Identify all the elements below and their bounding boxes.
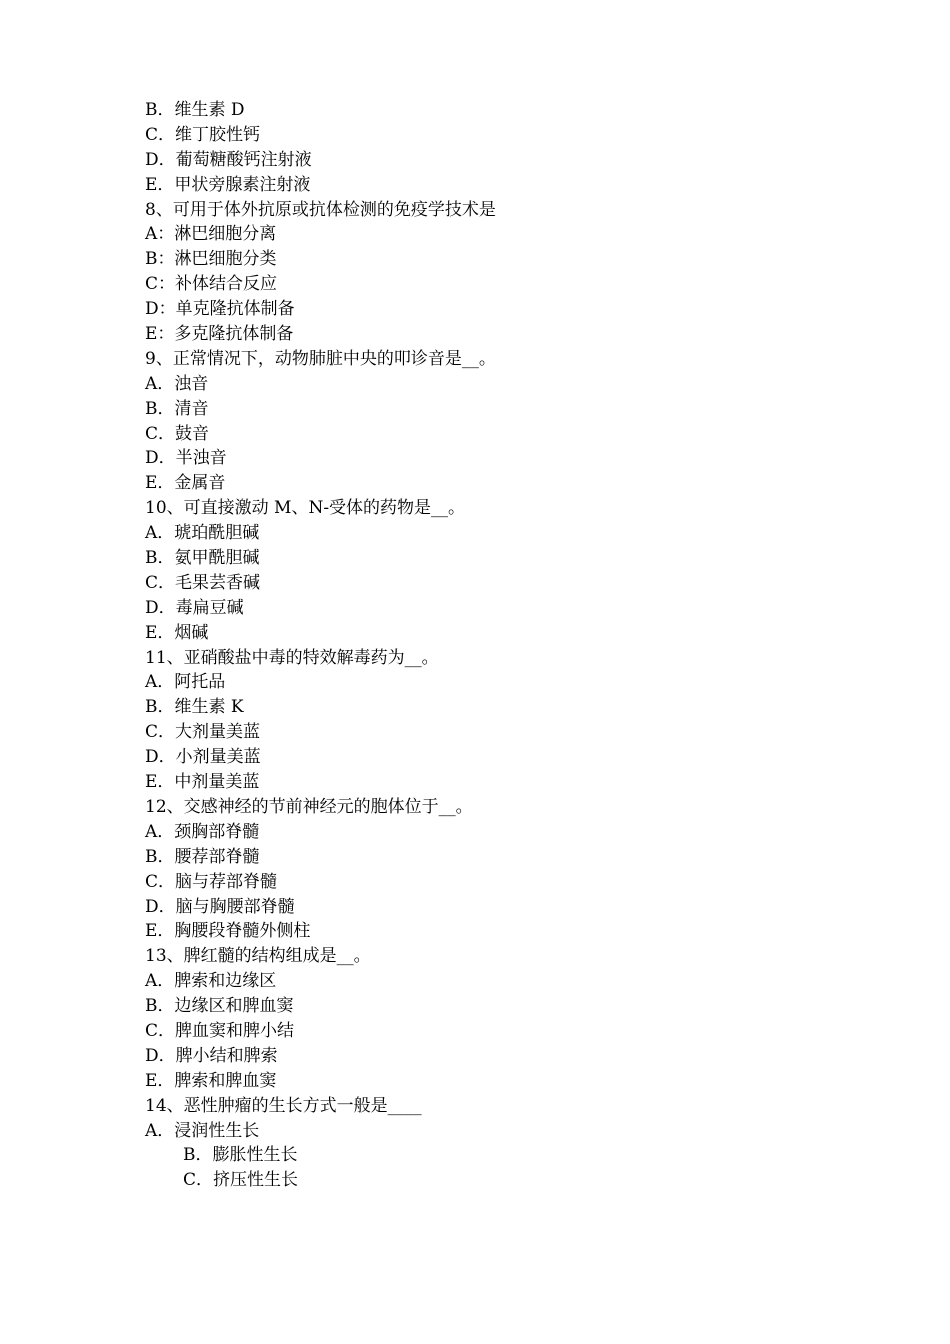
option-line: B．氨甲酰胆碱 (145, 548, 260, 569)
option-line: B．维生素 K (145, 697, 244, 718)
option-line: D．脾小结和脾索 (145, 1045, 278, 1066)
question-line: 8、可用于体外抗原或抗体检测的免疫学技术是 (145, 199, 496, 220)
option-line: E．烟碱 (145, 622, 209, 643)
option-line: B：淋巴细胞分类 (145, 249, 277, 270)
option-line: C．大剂量美蓝 (145, 722, 261, 743)
option-line: A．脾索和边缘区 (145, 971, 277, 992)
option-line: D．小剂量美蓝 (145, 747, 261, 768)
question-line: 9、正常情况下，动物肺脏中央的叩诊音是__。 (145, 348, 496, 369)
option-line: A．琥珀酰胆碱 (145, 523, 260, 544)
option-line: D．脑与胸腰部脊髓 (145, 896, 295, 917)
option-line: B．膨胀性生长 (183, 1145, 298, 1166)
question-line: 12、交感神经的节前神经元的胞体位于__。 (145, 796, 473, 817)
option-line: B．边缘区和脾血窦 (145, 996, 294, 1017)
question-line: 14、恶性肿瘤的生长方式一般是____ (145, 1095, 422, 1116)
option-line: B．清音 (145, 398, 209, 419)
option-line: B．腰荐部脊髓 (145, 846, 260, 867)
option-line: E．甲状旁腺素注射液 (145, 174, 311, 195)
option-line: D：单克隆抗体制备 (145, 299, 295, 320)
question-line: 13、脾红髓的结构组成是__。 (145, 946, 371, 967)
option-line: D．毒扁豆碱 (145, 597, 244, 618)
option-line: D．葡萄糖酸钙注射液 (145, 149, 312, 170)
option-line: A．颈胸部脊髓 (145, 821, 260, 842)
question-text-block (145, 98, 905, 1193)
option-line: C：补体结合反应 (145, 274, 278, 295)
option-line: C．毛果芸香碱 (145, 572, 261, 593)
option-line: A．浊音 (145, 373, 209, 394)
option-line: E．金属音 (145, 473, 226, 494)
option-line: A．浸润性生长 (145, 1120, 260, 1141)
option-line: A：淋巴细胞分离 (145, 224, 277, 245)
option-line: E．脾索和脾血窦 (145, 1070, 277, 1091)
option-line: E：多克隆抗体制备 (145, 324, 294, 345)
option-line: B．维生素 D (145, 100, 245, 120)
option-line: E．胸腰段脊髓外侧柱 (145, 921, 311, 942)
option-line: E．中剂量美蓝 (145, 772, 260, 793)
option-line: C．维丁胶性钙 (145, 124, 261, 145)
option-line: A．阿托品 (145, 672, 226, 693)
question-line: 11、亚硝酸盐中毒的特效解毒药为__。 (145, 647, 439, 668)
option-line: C．挤压性生长 (183, 1170, 299, 1191)
question-line: 10、可直接激动 M、N-受体的药物是__。 (145, 498, 466, 519)
option-line: C．鼓音 (145, 423, 210, 444)
option-line: C．脑与荐部脊髓 (145, 871, 278, 892)
option-line: D．半浊音 (145, 448, 227, 469)
option-line: C．脾血窦和脾小结 (145, 1020, 295, 1041)
